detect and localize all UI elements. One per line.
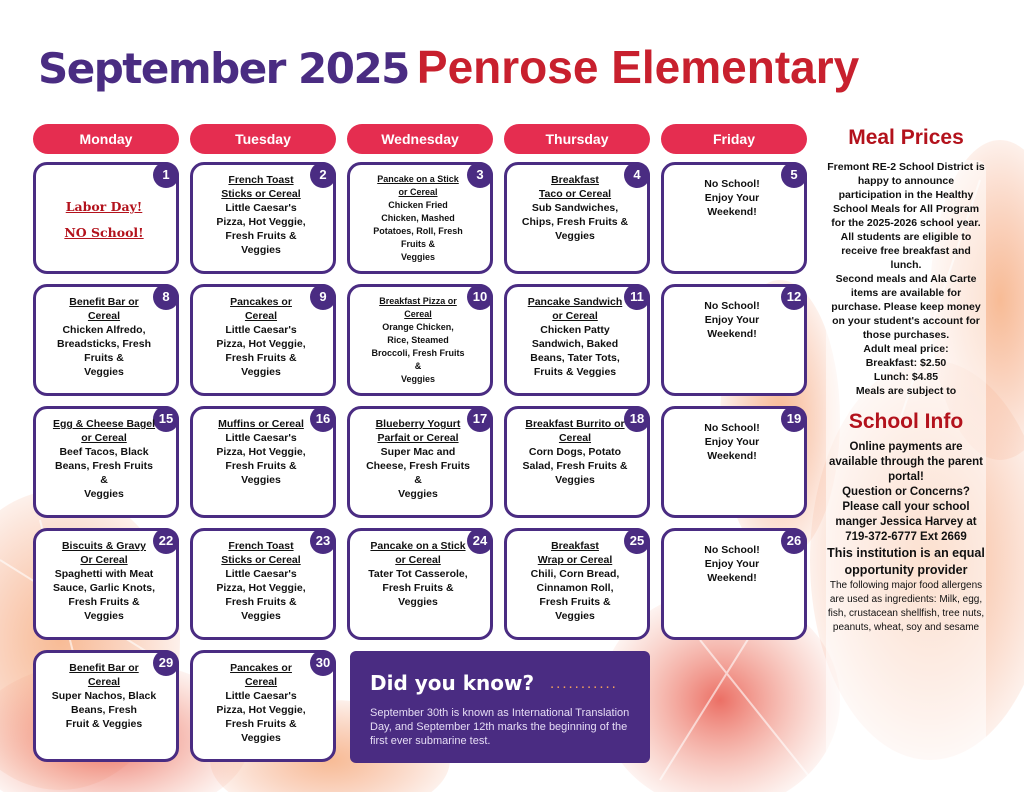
day-menu [674,421,790,511]
calendar-day-25 [504,528,650,640]
menu-line: No School! [704,178,760,190]
menu-line: Veggies [241,366,281,378]
menu-line: Cereal [244,310,278,322]
calendar-day-19 [661,406,807,518]
menu-line: Veggies [241,244,281,256]
menu-line: Fresh Fruits & [382,582,454,594]
breakfast-price: Breakfast: $2.50 [865,357,947,369]
menu-line: Little Caesar's [225,568,297,580]
menu-line: Cheese, Fresh Fruits [366,460,470,472]
calendar-day-30 [190,650,336,762]
day-number-badge: 26 [781,528,807,554]
day-menu [674,543,790,633]
menu-line: or Cereal [395,554,441,566]
calendar-day-4 [504,162,650,274]
day-menu [46,661,162,755]
calendar-day-26 [661,528,807,640]
menu-line: Cereal [87,676,121,688]
did-you-know-box [350,651,650,763]
menu-line: French Toast [228,174,294,186]
day-header-monday: Monday [33,124,179,154]
school-name: Penrose Elementary [416,41,860,93]
menu-line: Fresh Fruits & [225,596,297,608]
online-payments-text: Online payments are available through the parent portal! [829,441,983,483]
menu-line: Fresh Fruits & [225,460,297,472]
menu-line: Pizza, Hot Veggie, [216,582,306,594]
did-you-know-text: September 30th is known as International Translation Day, and September 12th marks the beginning of the first ever submarine test. [370,707,630,747]
day-number-badge: 3 [467,162,493,188]
day-menu [203,661,319,755]
calendar-day-24 [347,528,493,640]
menu-line: Pancakes or [230,662,292,674]
day-number-badge: 4 [624,162,650,188]
day-number-badge: 9 [310,284,336,310]
menu-line: Veggies [84,366,124,378]
menu-line: Fruits & [400,239,435,249]
calendar-day-12 [661,284,807,396]
menu-line: Breakfast [551,540,599,552]
day-number-badge: 23 [310,528,336,554]
menu-line: & [100,474,108,486]
menu-line: Sandwich, Baked [531,338,619,350]
menu-line: No School! [704,422,760,434]
menu-line: Little Caesar's [225,324,297,336]
menu-line: Weekend! [707,572,757,584]
day-number-badge: 19 [781,406,807,432]
day-menu [46,539,162,633]
calendar-day-22 [33,528,179,640]
menu-line: Veggies [555,474,595,486]
menu-line: Chili, Corn Bread, [530,568,620,580]
meal-program-text: Fremont RE-2 School District is happy to announce participation in the Healthy School Meals for All Program for the 2025-2026 school year. All students are eligible to receive free breakfast and lunch. [827,161,985,271]
day-header-friday: Friday [661,124,807,154]
menu-line: Chicken Fried [388,200,448,210]
menu-line: Wrap or Cereal [537,554,613,566]
month-title: September 2025 [38,44,409,93]
menu-line: Pancake Sandwich [527,296,623,308]
day-menu [674,177,790,267]
menu-line: Breadsticks, Fresh [57,338,151,350]
menu-line: Cinnamon Roll, [536,582,614,594]
calendar-day-23 [190,528,336,640]
menu-line: Labor Day! [65,199,143,214]
menu-line: Benefit Bar or [69,296,139,308]
menu-line: Beans, Fresh [71,704,137,716]
menu-line: or Cereal [398,187,438,197]
day-number-badge: 17 [467,406,493,432]
menu-line: Pancakes or [230,296,292,308]
menu-line: NO School! [64,225,144,240]
menu-line: or Cereal [81,432,127,444]
day-header-thursday: Thursday [504,124,650,154]
menu-line: Beef Tacos, Black [59,446,149,458]
menu-line: Taco or Cereal [538,188,612,200]
menu-line: Benefit Bar or [69,662,139,674]
day-menu [46,295,162,389]
day-menu [203,417,319,511]
page-title [38,40,859,94]
menu-line: Orange Chicken, [382,322,454,332]
menu-line: Weekend! [707,328,757,340]
menu-line: Beans, Fresh Fruits [54,460,154,472]
menu-line: Rice, Steamed [387,335,449,345]
allergens-text: The following major food allergens are used as ingredients: Milk, egg, fish, crustacean shellfish, tree nuts, peanuts, wheat, soy and sesame [827,580,985,633]
menu-line: Breakfast Pizza or [379,296,457,306]
menu-line: Beans, Tater Tots, [530,352,620,364]
menu-line: Muffins or Cereal [218,418,304,430]
menu-line: Chicken Alfredo, [62,324,146,336]
menu-line: Sticks or Cereal [221,554,301,566]
menu-line: Blueberry Yogurt [375,418,461,430]
day-menu [203,173,319,267]
day-number-badge: 25 [624,528,650,554]
menu-line: Little Caesar's [225,432,297,444]
menu-line: Fresh Fruits & [68,596,140,608]
menu-line: Enjoy Your [704,192,760,204]
menu-line: Fruit & Veggies [65,718,143,730]
menu-line: Veggies [555,230,595,242]
menu-line: Veggies [84,488,124,500]
menu-line: Chicken Patty [540,324,610,336]
day-number-badge: 18 [624,406,650,432]
day-menu [360,417,476,511]
decorative-dots: ........... [550,675,618,692]
menu-line: Fresh Fruits & [225,230,297,242]
day-number-badge: 2 [310,162,336,188]
menu-line: Weekend! [707,206,757,218]
did-you-know-title: Did you know? [370,671,535,695]
menu-line: Parfait or Cereal [377,432,459,444]
calendar-day-8 [33,284,179,396]
menu-line: Corn Dogs, Potato [528,446,622,458]
menu-line: Fresh Fruits & [225,352,297,364]
day-number-badge: 16 [310,406,336,432]
menu-line: Fruits & Veggies [533,366,617,378]
day-number-badge: 22 [153,528,179,554]
menu-line: Enjoy Your [704,436,760,448]
menu-line: Pizza, Hot Veggie, [216,338,306,350]
day-menu [517,295,633,389]
menu-line: Breakfast [551,174,599,186]
menu-line: Salad, Fresh Fruits & [522,460,628,472]
menu-line: & [414,474,422,486]
menu-line: Enjoy Your [704,558,760,570]
menu-line: Veggies [398,596,438,608]
menu-line: Broccoli, Fresh Fruits [371,348,465,358]
calendar-day-3 [347,162,493,274]
menu-line: Cereal [244,676,278,688]
calendar-day-16 [190,406,336,518]
equal-opportunity-text: This institution is an equal opportunity provider [827,546,985,577]
menu-line: Pancake on a Stick [370,540,466,552]
menu-line: Veggies [400,252,436,262]
menu-line: Or Cereal [80,554,128,566]
menu-line: Chicken, Mashed [381,213,455,223]
menu-line: Sticks or Cereal [221,188,301,200]
menu-line: Biscuits & Gravy [61,540,147,552]
sidebar [826,126,986,635]
day-menu [203,539,319,633]
menu-line: Weekend! [707,450,757,462]
day-menu [360,539,476,633]
menu-line: Super Nachos, Black [51,690,157,702]
day-number-badge: 15 [153,406,179,432]
calendar-day-2 [190,162,336,274]
menu-line: Cereal [404,309,432,319]
menu-line: or Cereal [552,310,598,322]
menu-line: Veggies [241,610,281,622]
menu-line: Cereal [558,432,592,444]
menu-line: Tater Tot Casserole, [368,568,468,580]
calendar-day-15 [33,406,179,518]
menu-line: Little Caesar's [225,690,297,702]
calendar-day-29 [33,650,179,762]
menu-line: Veggies [241,732,281,744]
day-number-badge: 11 [624,284,650,310]
day-menu [46,417,162,511]
day-header-wednesday: Wednesday [347,124,493,154]
day-menu [517,539,633,633]
menu-line: French Toast [228,540,294,552]
calendar-day-5 [661,162,807,274]
school-info-heading: School Info [848,410,964,433]
day-number-badge: 10 [467,284,493,310]
day-number-badge: 8 [153,284,179,310]
calendar-day-10 [347,284,493,396]
menu-line: Spaghetti with Meat [54,568,154,580]
day-menu [360,295,476,389]
menu-line: Pizza, Hot Veggie, [216,446,306,458]
menu-line: Fresh Fruits & [225,718,297,730]
day-number-badge: 30 [310,650,336,676]
calendar-day-9 [190,284,336,396]
day-menu [517,417,633,511]
day-number-badge: 5 [781,162,807,188]
menu-line: Pancake on a Stick [377,174,459,184]
menu-line: Veggies [400,374,436,384]
day-menu [203,295,319,389]
menu-line: Sub Sandwiches, [531,202,619,214]
menu-line: Little Caesar's [225,202,297,214]
menu-line: Cereal [87,310,121,322]
contact-text: Question or Concerns? Please call your school manger Jessica Harvey at 719-372-6777 Ext 2669 [835,486,977,543]
menu-line: & [414,361,422,371]
day-number-badge: 24 [467,528,493,554]
calendar-day-1 [33,162,179,274]
menu-line: No School! [704,544,760,556]
day-number-badge: 29 [153,650,179,676]
meals-subject-text: Meals are subject to [855,385,957,397]
day-menu [46,173,162,267]
meal-prices-heading: Meal Prices [848,126,964,149]
menu-line: Fruits & [84,352,124,364]
menu-line: Potatoes, Roll, Fresh [373,226,463,236]
day-menu [360,173,476,267]
menu-line: Veggies [555,610,595,622]
second-meals-text: Second meals and Ala Carte items are available for purchase. Please keep money on your student's account for those purchases. [831,273,981,341]
menu-line: No School! [704,300,760,312]
calendar-day-18 [504,406,650,518]
day-menu [517,173,633,267]
day-number-badge: 12 [781,284,807,310]
lunch-price: Lunch: $4.85 [873,371,939,383]
menu-line: Sauce, Garlic Knots, [52,582,156,594]
menu-line: Chips, Fresh Fruits & [521,216,629,228]
menu-line: Fresh Fruits & [539,596,611,608]
menu-line: Veggies [241,474,281,486]
day-menu [674,299,790,389]
menu-line: Pizza, Hot Veggie, [216,216,306,228]
menu-line: Enjoy Your [704,314,760,326]
menu-line: Egg & Cheese Bagel [52,418,156,430]
menu-line: Pizza, Hot Veggie, [216,704,306,716]
adult-price-label: Adult meal price: [863,343,949,355]
menu-line: Veggies [84,610,124,622]
menu-line: Super Mac and [380,446,456,458]
menu-line: Breakfast Burrito or [525,418,625,430]
calendar-day-11 [504,284,650,396]
day-header-tuesday: Tuesday [190,124,336,154]
calendar-day-17 [347,406,493,518]
day-number-badge: 1 [153,162,179,188]
menu-line: Veggies [398,488,438,500]
